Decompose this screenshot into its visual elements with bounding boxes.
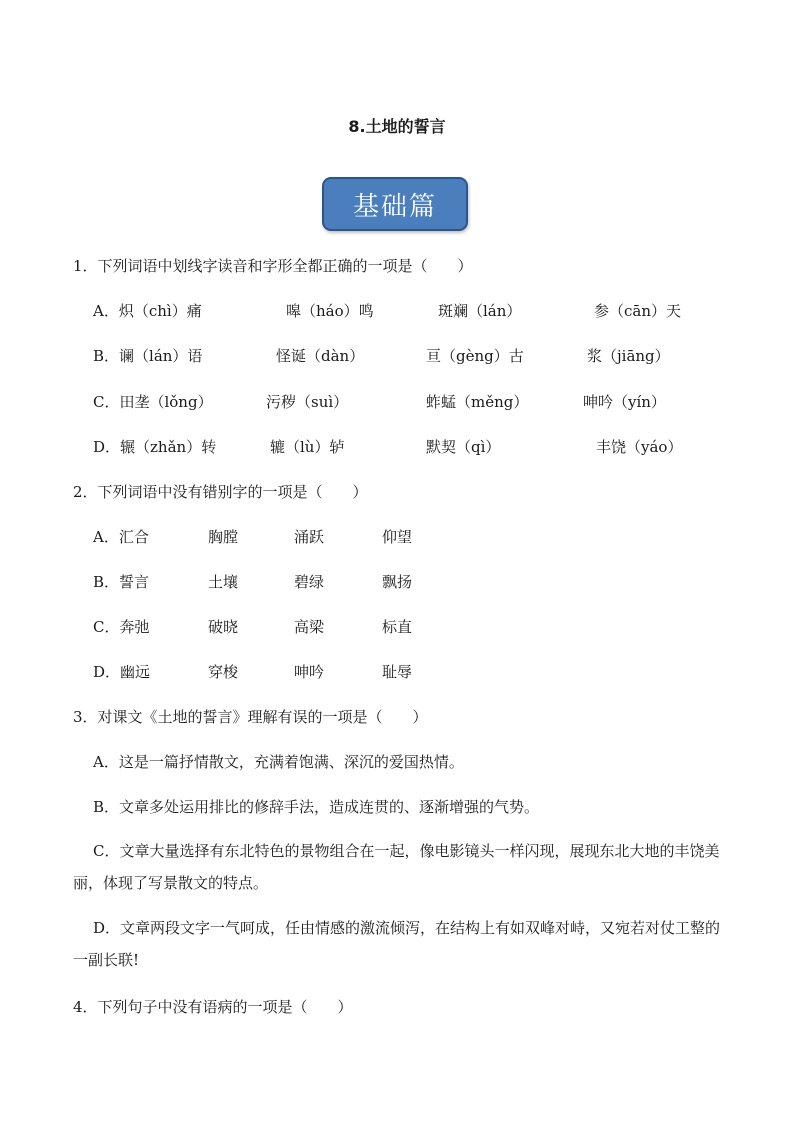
q3-option-d: D．文章两段文字一气呵成，任由情感的激流倾泻，在结构上有如双峰对峙，又宛若对仗工整的一副长联! (73, 919, 721, 969)
q1-d-item-4: 丰饶（yáo） (596, 438, 683, 456)
q1-a-item-2: 嗥（háo）鸣 (286, 302, 374, 320)
q1-b-item-2: 怪诞（dàn） (276, 347, 365, 365)
q1-option-row-c (0, 391, 794, 413)
q2-c-item-4: 标直 (382, 618, 413, 636)
q2-c-item-3: 高梁 (294, 618, 325, 636)
q2-b-item-4: 飘扬 (382, 573, 413, 591)
q2-b-item-1: B．誓言 (93, 573, 150, 591)
q1-b-item-1: B．谰（lán）语 (93, 347, 203, 365)
q1-a-item-3: 斑斓（lán） (438, 302, 522, 320)
q2-c-item-1: C．奔弛 (93, 618, 150, 636)
q2-a-item-2: 胸膛 (208, 528, 239, 546)
q2-a-item-1: A．汇合 (93, 528, 149, 546)
q2-d-item-3: 呻吟 (294, 663, 325, 681)
q2-d-item-1: D．幽远 (93, 663, 151, 681)
q3-option-c: C．文章大量选择有东北特色的景物组合在一起，像电影镜头一样闪现，展现东北大地的丰饶美丽，体现了写景散文的特点。 (73, 842, 720, 892)
q1-d-item-2: 辘（lù）轳 (270, 438, 345, 456)
q2-a-item-3: 涌跃 (294, 528, 325, 546)
q2-option-row-d (0, 661, 794, 683)
q3-option-a: A．这是一篇抒情散文，充满着饱满、深沉的爱国热情。 (93, 753, 464, 771)
q1-c-item-1: C．田垄（lǒng） (93, 393, 213, 411)
q2-b-item-3: 碧绿 (294, 573, 325, 591)
q2-option-row-c (0, 616, 794, 638)
q3-option-b: B．文章多处运用排比的修辞手法，造成连贯的、逐渐增强的气势。 (93, 798, 540, 816)
q1-b-item-3: 亘（gèng）古 (426, 347, 524, 365)
question-1-stem: 1．下列词语中划线字读音和字形全都正确的一项是（ ） (73, 257, 473, 275)
question-2-stem: 2．下列词语中没有错别字的一项是（ ） (73, 483, 368, 501)
q1-option-row-b (0, 345, 794, 367)
q2-a-item-4: 仰望 (382, 528, 413, 546)
q1-a-item-4: 参（cān）天 (594, 302, 682, 320)
q2-option-row-b (0, 571, 794, 593)
q1-c-item-3: 蚱蜢（měng） (426, 393, 529, 411)
q1-option-row-d (0, 436, 794, 458)
q2-d-item-2: 穿梭 (208, 663, 239, 681)
q1-d-item-1: D．辗（zhǎn）转 (93, 438, 217, 456)
page-title: 8.土地的誓言 (348, 117, 446, 136)
q2-b-item-2: 土壤 (208, 573, 239, 591)
question-4-stem: 4．下列句子中没有语病的一项是（ ） (73, 998, 353, 1016)
q1-c-item-4: 呻吟（yín） (583, 393, 666, 411)
q2-option-row-a (0, 526, 794, 548)
section-badge: 基础篇 (322, 177, 468, 231)
q2-c-item-2: 破晓 (208, 618, 239, 636)
q1-a-item-1: A．炽（chì）痛 (93, 302, 202, 320)
question-3-stem: 3．对课文《土地的誓言》理解有误的一项是（ ） (73, 708, 428, 726)
q1-option-row-a (0, 300, 794, 322)
q1-d-item-3: 默契（qì） (426, 438, 501, 456)
q2-d-item-4: 耻辱 (382, 663, 413, 681)
q1-b-item-4: 浆（jiāng） (587, 347, 670, 365)
q1-c-item-2: 污秽（suì） (266, 393, 349, 411)
